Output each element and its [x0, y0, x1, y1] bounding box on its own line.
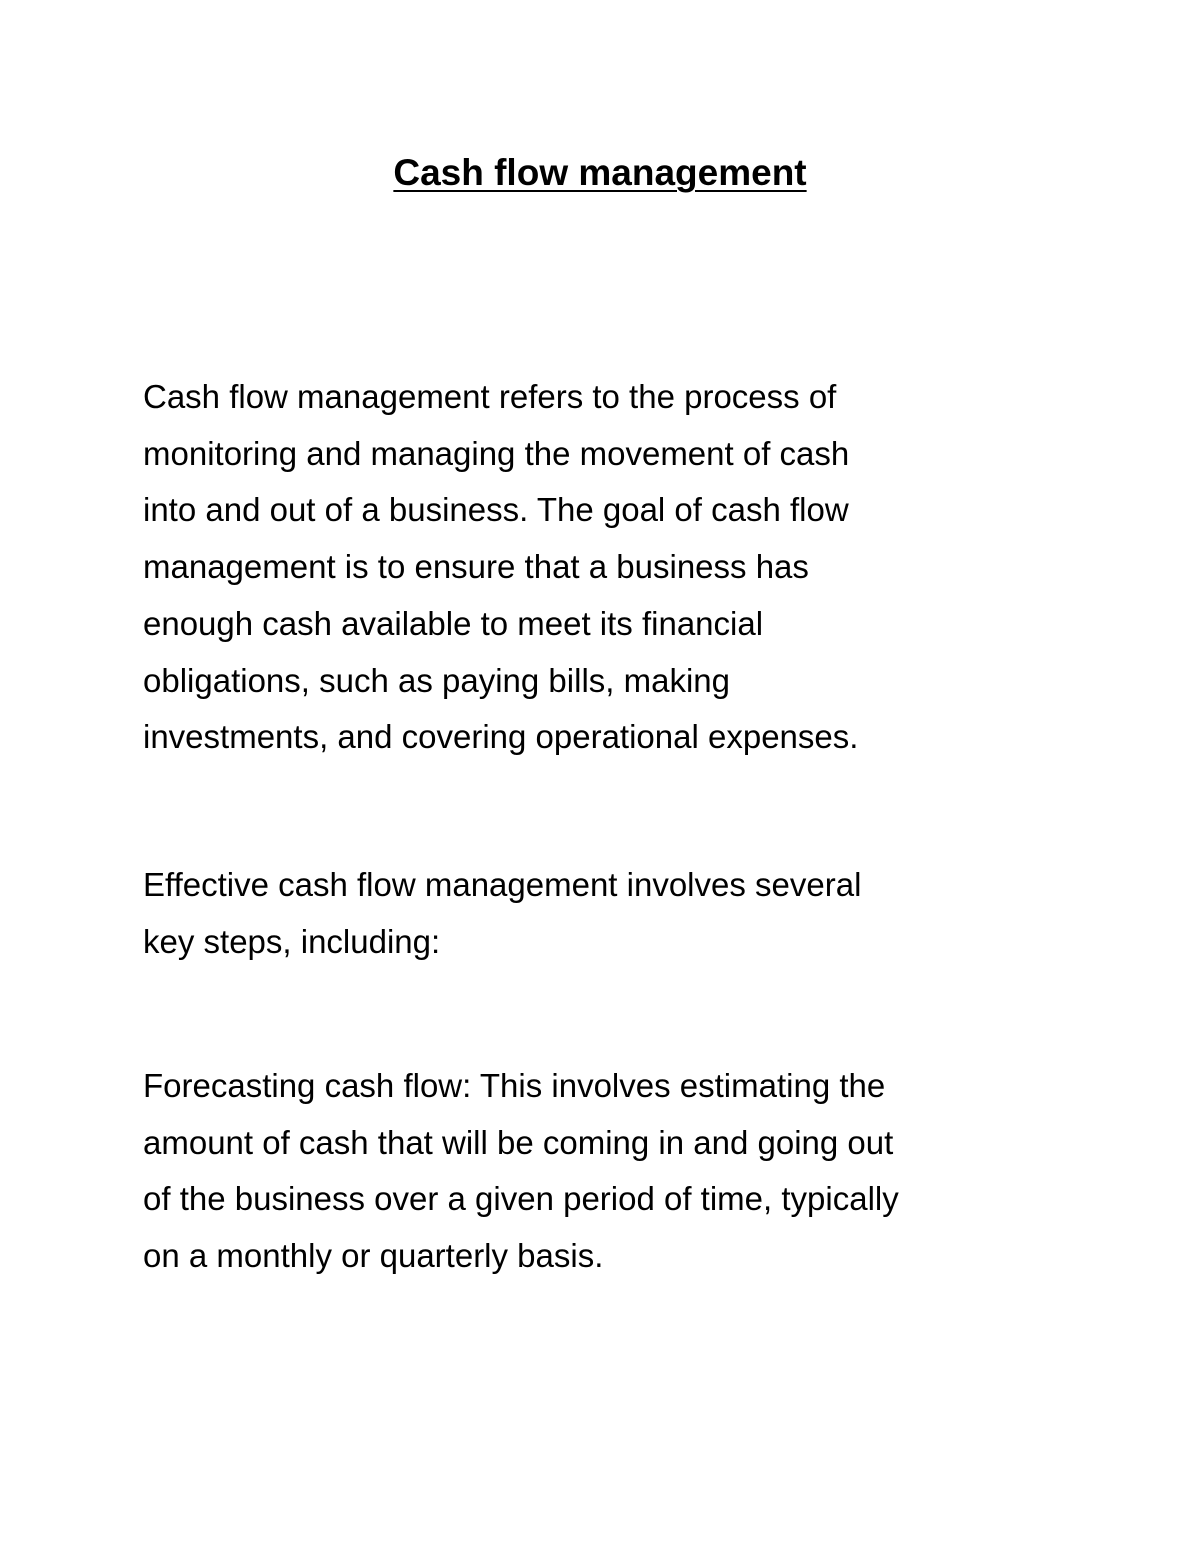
paragraph-line: of the business over a given period of time, typically: [143, 1180, 899, 1218]
paragraph-key-steps-intro: [143, 857, 1068, 970]
paragraph-line: into and out of a business. The goal of cash flow: [143, 491, 849, 529]
paragraph-line: management is to ensure that a business has: [143, 548, 809, 586]
page-title: Cash flow management: [393, 152, 807, 193]
paragraph-line: key steps, including:: [143, 922, 441, 960]
paragraph-line: amount of cash that will be coming in and going out: [143, 1123, 894, 1161]
paragraph-line: obligations, such as paying bills, making: [143, 661, 730, 699]
paragraph-line: Cash flow management refers to the process of: [143, 378, 837, 415]
paragraph-line: on a monthly or quarterly basis.: [143, 1237, 604, 1275]
paragraph-forecasting: [143, 1058, 1068, 1285]
paragraph-line: Effective cash flow management involves several: [143, 866, 862, 903]
paragraph-line: investments, and covering operational expenses.: [143, 718, 859, 756]
paragraph-line: enough cash available to meet its financial: [143, 604, 764, 642]
paragraph-line: Forecasting cash flow: This involves estimating the: [143, 1067, 886, 1104]
paragraph-line: monitoring and managing the movement of cash: [143, 434, 850, 472]
paragraph-definition: [143, 369, 1068, 766]
